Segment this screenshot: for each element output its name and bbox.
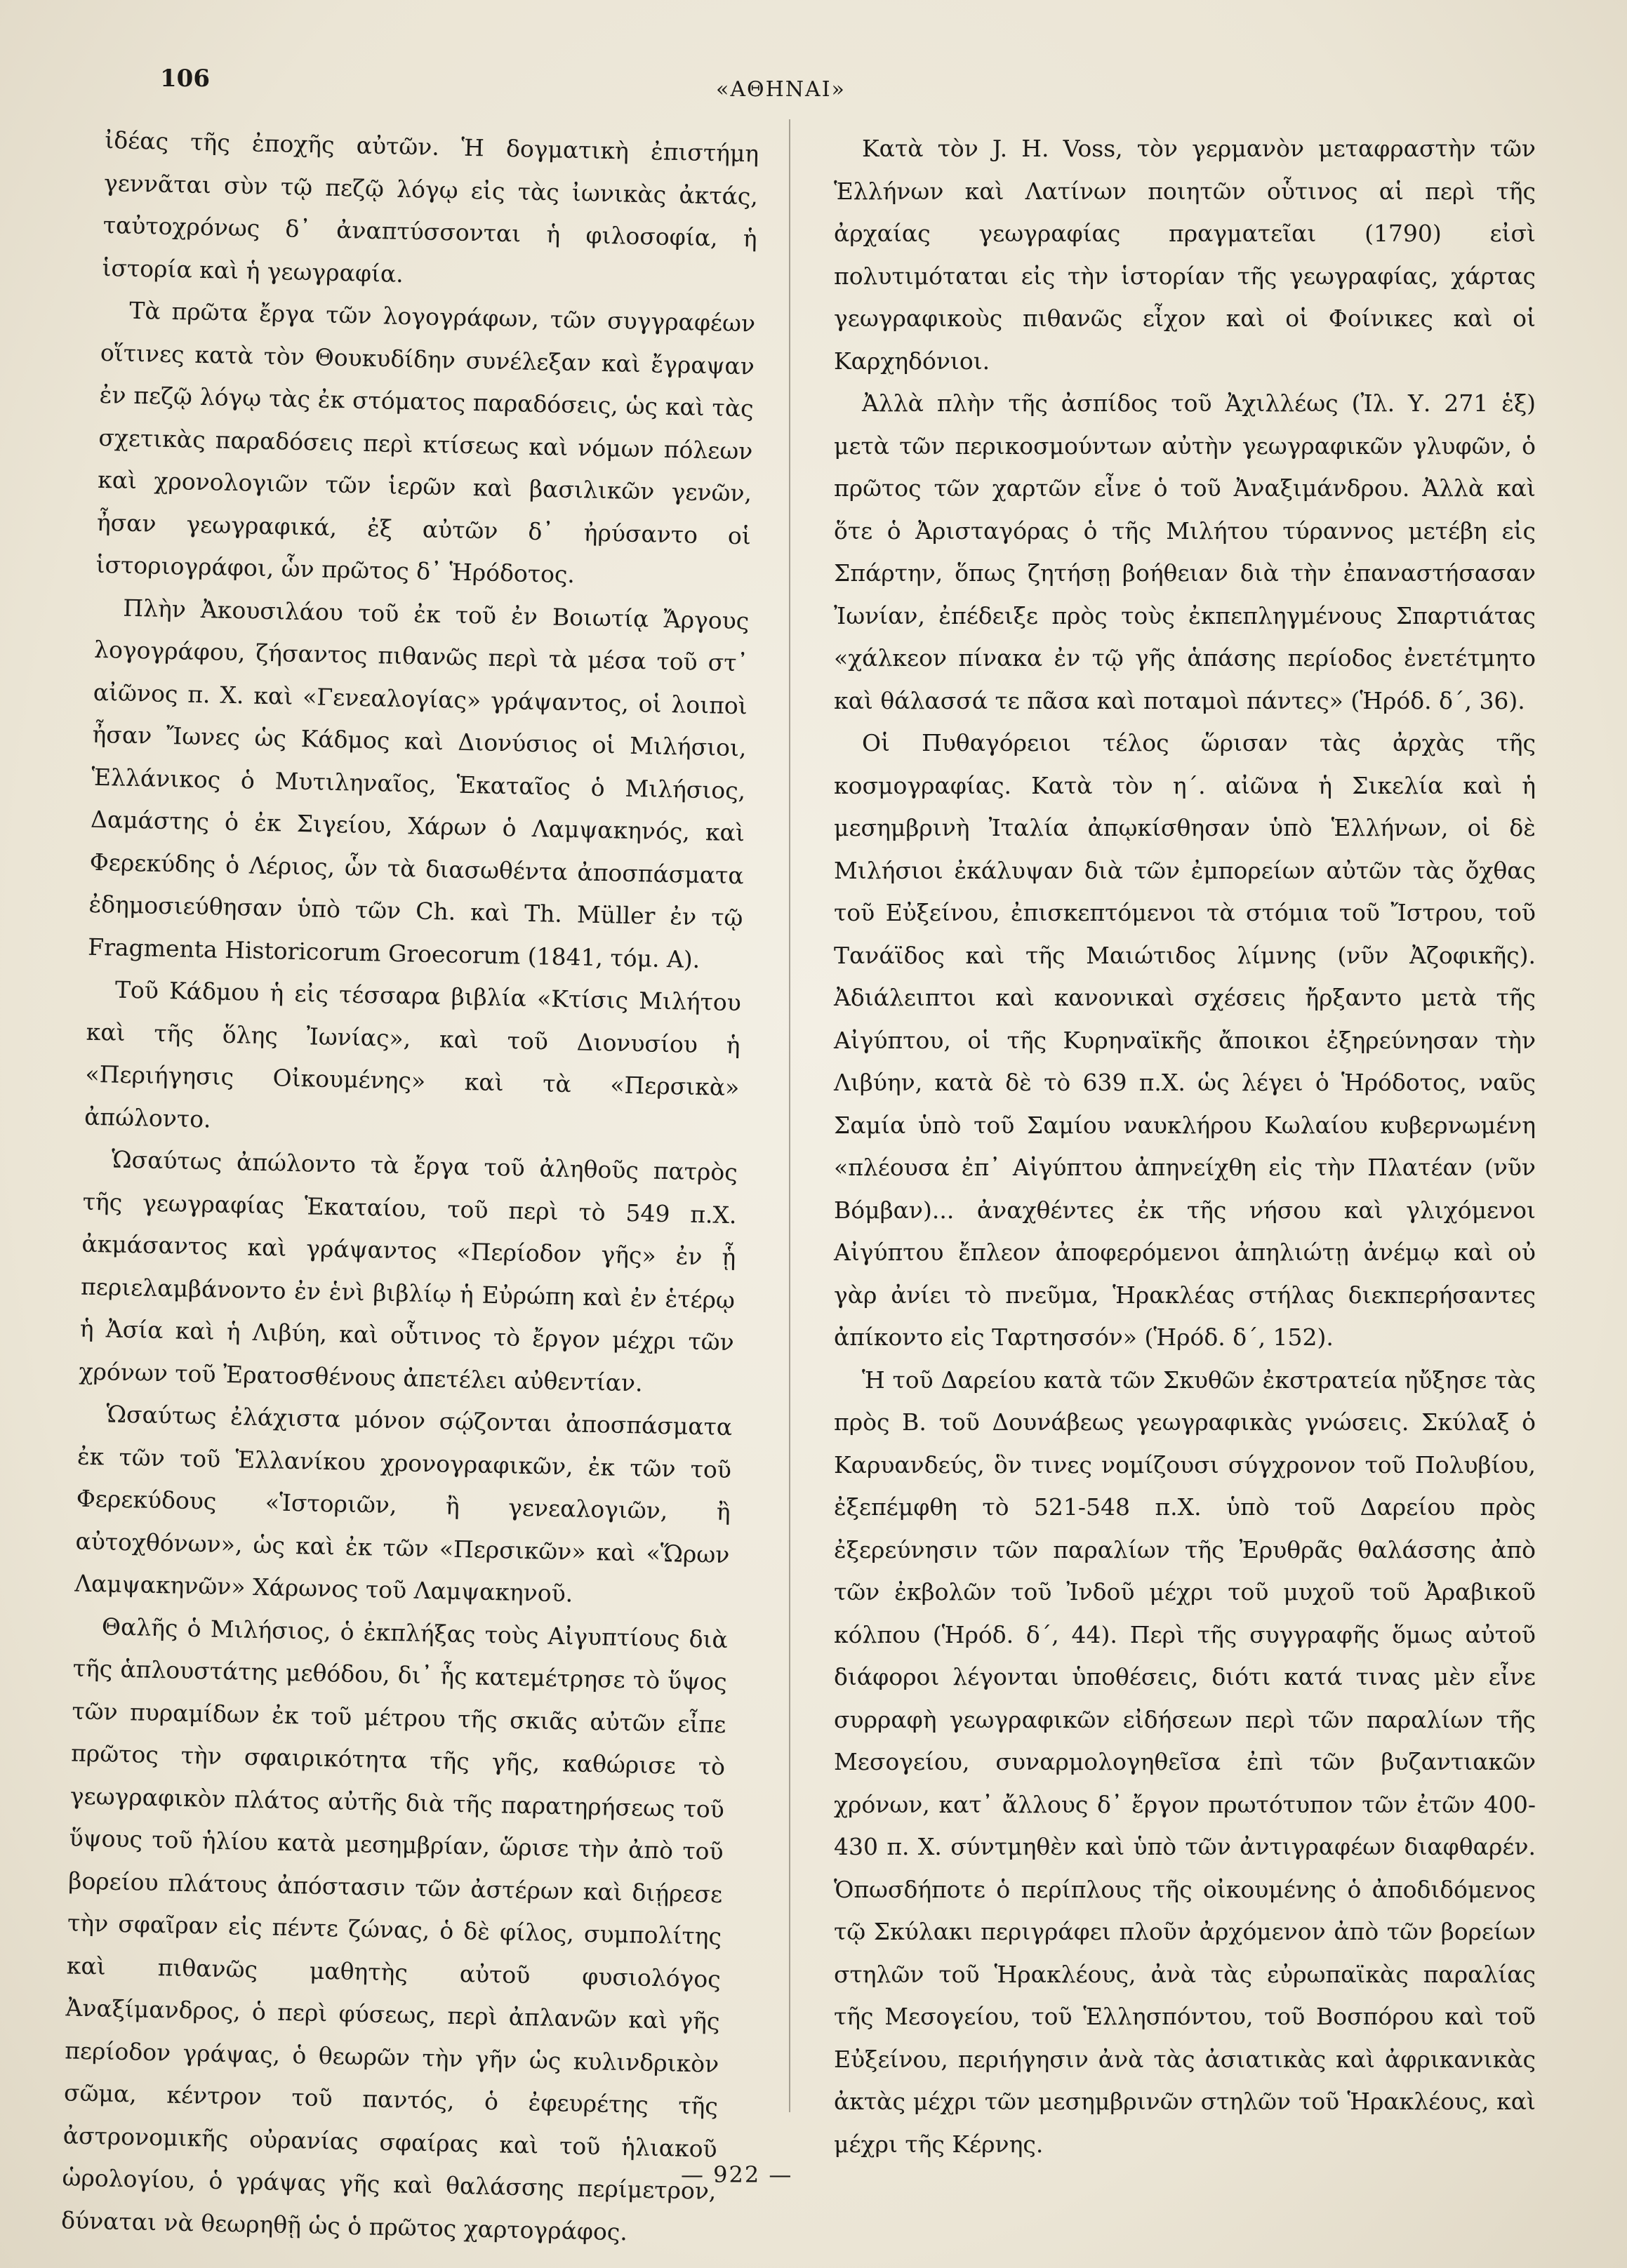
right-paragraph-1: Κατὰ τὸν J. H. Voss, τὸν γερμανὸν μεταφραστὴν τῶν Ἑλλήνων καὶ Λατίνων ποιητῶν οὗτινος αἱ περὶ τῆς ἀρχαίας γεωγραφίας πραγματεῖαι (1790) εἰσὶ πολυτιμόταται εἰς τὴν ἱστορίαν τῆς γεωγραφίας, χάρτας γεωγραφικοὺς πιθανῶς εἶχον καὶ οἱ Φοίνικες καὶ οἱ Καρχηδόνιοι.: [834, 135, 1536, 375]
left-paragraph-1: ἰδέας τῆς ἐποχῆς αὐτῶν. Ἡ δογματικὴ ἐπιστήμη γεννᾶται σὺν τῷ πεζῷ λόγῳ εἰς τὰς ἰωνικὰς ἀκτάς, ταὐτοχρόνως δ᾽ ἀναπτύσσονται ἡ φιλοσοφία, ἡ ἱστορία καὶ ἡ γεωγραφία.: [102, 126, 759, 288]
right-column: [834, 128, 1536, 2166]
page-footer: — 922 —: [681, 2161, 793, 2188]
page-number: 106: [160, 65, 210, 93]
left-paragraph-3: Πλὴν Ἀκουσιλάου τοῦ ἐκ τοῦ ἐν Βοιωτίᾳ Ἄργους λογογράφου, ζήσαντος πιθανῶς περὶ τὰ μέσα τοῦ στ᾽ αἰῶνος π. Χ. καὶ «Γενεαλογίας» γράψαντος, οἱ λοιποὶ ἦσαν Ἴωνες ὡς Κάδμος καὶ Διονύσιος οἱ Μιλήσιοι, Ἑλλάνικος ὁ Μυτιληναῖος, Ἑκαταῖος ὁ Μιλήσιος, Δαμάστης ὁ ἐκ Σιγείου, Χάρων ὁ Λαμψακηνός, καὶ Φερεκύδης ὁ Λέριος, ὧν τὰ διασωθέντα ἀποσπάσματα ἐδημοσιεύθησαν ὑπὸ τῶν Ch. καὶ Th. Müller ἐν τῷ Fragmenta Historicorum Groecorum (1841, τόμ. A).: [87, 594, 750, 973]
left-paragraph-6: Ὡσαύτως ἐλάχιστα μόνον σῴζονται ἀποσπάσματα ἐκ τῶν τοῦ Ἑλλανίκου χρονογραφικῶν, ἐκ τῶν τοῦ Φερεκύδους «Ἱστοριῶν, ἢ γενεαλογιῶν, ἢ αὐτοχθόνων», ὡς καὶ ἐκ τῶν «Περσικῶν» καὶ «Ὥρων Λαμψακηνῶν» Χάρωνος τοῦ Λαμψακηνοῦ.: [74, 1400, 733, 1608]
running-head: «ΑΘΗΝΑΙ»: [716, 77, 846, 102]
column-divider: [789, 119, 790, 2112]
left-column: [61, 119, 759, 2255]
left-paragraph-2: Τὰ πρῶτα ἔργα τῶν λογογράφων, τῶν συγγραφέων οἵτινες κατὰ τὸν Θουκυδίδην συνέλεξαν καὶ ἔγραψαν ἐν πεζῷ λόγῳ τὰς ἐκ στόματος παραδόσεις, ὡς καὶ τὰς σχετικὰς παραδόσεις περὶ κτίσεως καὶ νόμων πόλεων καὶ χρονολογιῶν τῶν ἱερῶν καὶ βασιλικῶν γενῶν, ἦσαν γεωγραφικά, ἐξ αὐτῶν δ᾽ ἠρύσαντο οἱ ἱστοριογράφοι, ὧν πρῶτος δ᾽ Ἡρόδοτος.: [95, 296, 756, 589]
left-paragraph-7: Θαλῆς ὁ Μιλήσιος, ὁ ἐκπλήξας τοὺς Αἰγυπτίους διὰ τῆς ἁπλουστάτης μεθόδου, δι᾽ ἧς κατεμέτρησε τὸ ὕψος τῶν πυραμίδων ἐκ τοῦ μέτρου τῆς σκιᾶς αὐτῶν εἶπε πρῶτος τὴν σφαιρικότητα τῆς γῆς, καθώρισε τὸ γεωγραφικὸν πλάτος αὐτῆς διὰ τῆς παρατηρήσεως τοῦ ὕψους τοῦ ἡλίου κατὰ μεσημβρίαν, ὥρισε τὴν ἀπὸ τοῦ βορείου πλάτους ἀπόστασιν τῶν ἀστέρων καὶ διῄρεσε τὴν σφαῖραν εἰς πέντε ζώνας, ὁ δὲ φίλος, συμπολίτης καὶ πιθανῶς μαθητὴς αὐτοῦ φυσιολόγος Ἀναξίμανδρος, ὁ περὶ φύσεως, περὶ ἀπλανῶν καὶ γῆς περίοδον γράψας, ὁ θεωρῶν τὴν γῆν ὡς κυλινδρικὸν σῶμα, κέντρον τοῦ παντός, ὁ ἐφευρέτης τῆς ἀστρονομικῆς οὐρανίας σφαίρας καὶ τοῦ ἡλιακοῦ ὡρολογίου, ὁ γράψας γῆς καὶ θαλάσσης περίμετρον, δύναται νὰ θεωρηθῇ ὡς ὁ πρῶτος χαρτογράφος.: [60, 1612, 729, 2246]
right-paragraph-2: Ἀλλὰ πλὴν τῆς ἀσπίδος τοῦ Ἀχιλλέως (Ἰλ. Υ. 271 ἑξ) μετὰ τῶν περικοσμούντων αὐτὴν γεωγραφικῶν γλυφῶν, ὁ πρῶτος τῶν χαρτῶν εἶνε ὁ τοῦ Ἀναξιμάνδρου. Ἀλλὰ καὶ ὅτε ὁ Ἀρισταγόρας ὁ τῆς Μιλήτου τύραννος μετέβη εἰς Σπάρτην, ὅπως ζητήσῃ βοήθειαν διὰ τὴν ἐπαναστήσασαν Ἰωνίαν, ἐπέδειξε πρὸς τοὺς ἐκπεπληγμένους Σπαρτιάτας «χάλκεον πίνακα ἐν τῷ γῆς ἁπάσης περίοδος ἐνετέτμητο καὶ θάλασσά τε πᾶσα καὶ ποταμοὶ πάντες» (Ἡρόδ. δ΄, 36).: [834, 389, 1536, 714]
right-paragraph-4: Ἡ τοῦ Δαρείου κατὰ τῶν Σκυθῶν ἐκστρατεία ηὔξησε τὰς πρὸς Β. τοῦ Δουνάβεως γεωγραφικὰς γνώσεις. Σκύλαξ ὁ Καρυανδεύς, ὃν τινες νομίζουσι σύγχρονον τοῦ Πολυβίου, ἐξεπέμφθη τὸ 521-548 π.Χ. ὑπὸ τοῦ Δαρείου πρὸς ἐξερεύνησιν τῶν παραλίων τῆς Ἐρυθρᾶς θαλάσσης ἀπὸ τῶν ἐκβολῶν τοῦ Ἰνδοῦ μέχρι τοῦ μυχοῦ τοῦ Ἀραβικοῦ κόλπου (Ἡρόδ. δ΄, 44). Περὶ τῆς συγγραφῆς ὅμως αὐτοῦ διάφοροι λέγονται ὑποθέσεις, διότι κατά τινας μὲν εἶνε συρραφὴ γεωγραφικῶν εἰδήσεων περὶ τῶν παραλίων τῆς Μεσογείου, συναρμολογηθεῖσα ἐπὶ τῶν βυζαντιακῶν χρόνων, κατ᾽ ἄλλους δ᾽ ἔργον πρωτότυπον τῶν ἐτῶν 400-430 π. Χ. σύντμηθὲν καὶ ὑπὸ τῶν ἀντιγραφέων διαφθαρέν. Ὁπωσδήποτε ὁ περίπλους τῆς οἰκουμένης ὁ ἀποδιδόμενος τῷ Σκύλακι περιγράφει πλοῦν ἀρχόμενον ἀπὸ τῶν βορείων στηλῶν τοῦ Ἡρακλέους, ἀνὰ τὰς εὐρωπαϊκὰς παραλίας τῆς Μεσογείου, τοῦ Ἑλλησπόντου, τοῦ Βοσπόρου καὶ τοῦ Εὐξείνου, περιήγησιν ἀνὰ τὰς ἀσιατικὰς καὶ ἀφρικανικὰς ἀκτὰς μέχρι τῶν μεσημβρινῶν στηλῶν τοῦ Ἡρακλέους, καὶ μέχρι τῆς Κέρνης.: [834, 1366, 1536, 2158]
left-paragraph-4: Τοῦ Κάδμου ἡ εἰς τέσσαρα βιβλία «Κτίσις Μιλήτου καὶ τῆς ὅλης Ἰωνίας», καὶ τοῦ Διονυσίου ἡ «Περιήγησις Οἰκουμένης» καὶ τὰ «Περσικὰ» ἀπώλοντο.: [84, 975, 742, 1133]
right-paragraph-3: Οἱ Πυθαγόρειοι τέλος ὥρισαν τὰς ἀρχὰς τῆς κοσμογραφίας. Κατὰ τὸν η΄. αἰῶνα ἡ Σικελία καὶ ἡ μεσημβρινὴ Ἰταλία ἀπῳκίσθησαν ὑπὸ Ἑλλήνων, οἱ δὲ Μιλήσιοι ἐκάλυψαν διὰ τῶν ἐμπορείων αὐτῶν τὰς ὄχθας τοῦ Εὐξείνου, ἐπισκεπτόμενοι τὰ στόμια τοῦ Ἴστρου, τοῦ Τανάϊδος καὶ τῆς Μαιώτιδος λίμνης (νῦν Ἀζοφικῆς). Ἀδιάλειπτοι καὶ κανονικαὶ σχέσεις ἤρξαντο μετὰ τῆς Αἰγύπτου, οἱ τῆς Κυρηναϊκῆς ἄποικοι ἐξηρεύνησαν τὴν Λιβύην, κατὰ δὲ τὸ 639 π.Χ. ὡς λέγει ὁ Ἡρόδοτος, ναῦς Σαμία ὑπὸ τοῦ Σαμίου ναυκλήρου Κωλαίου κυβερνωμένη «πλέουσα ἐπ᾽ Αἰγύπτου ἀπηνείχθη εἰς τὴν Πλατέαν (νῦν Βόμβαν)... ἀναχθέντες ἐκ τῆς νήσου καὶ γλιχόμενοι Αἰγύπτου ἔπλεον ἀποφερόμενοι ἀπηλιώτῃ ἀνέμῳ καὶ οὐ γὰρ ἀνίει τὸ πνεῦμα, Ἡρακλέας στήλας διεκπερήσαντες ἀπίκοντο εἰς Ταρτησσόν» (Ἡρόδ. δ΄, 152).: [834, 729, 1536, 1351]
left-paragraph-5: Ὡσαύτως ἀπώλοντο τὰ ἔργα τοῦ ἀληθοῦς πατρὸς τῆς γεωγραφίας Ἑκαταίου, τοῦ περὶ τὸ 549 π.Χ. ἀκμάσαντος καὶ γράψαντος «Περίοδον γῆς» ἐν ᾗ περιελαμβάνοντο ἐν ἑνὶ βιβλίῳ ἡ Εὐρώπη καὶ ἐν ἑτέρῳ ἡ Ἀσία καὶ ἡ Λιβύη, καὶ οὗτινος τὸ ἔργον μέχρι τῶν χρόνων τοῦ Ἐρατοσθένους ἀπετέλει αὐθεντίαν.: [79, 1145, 738, 1396]
